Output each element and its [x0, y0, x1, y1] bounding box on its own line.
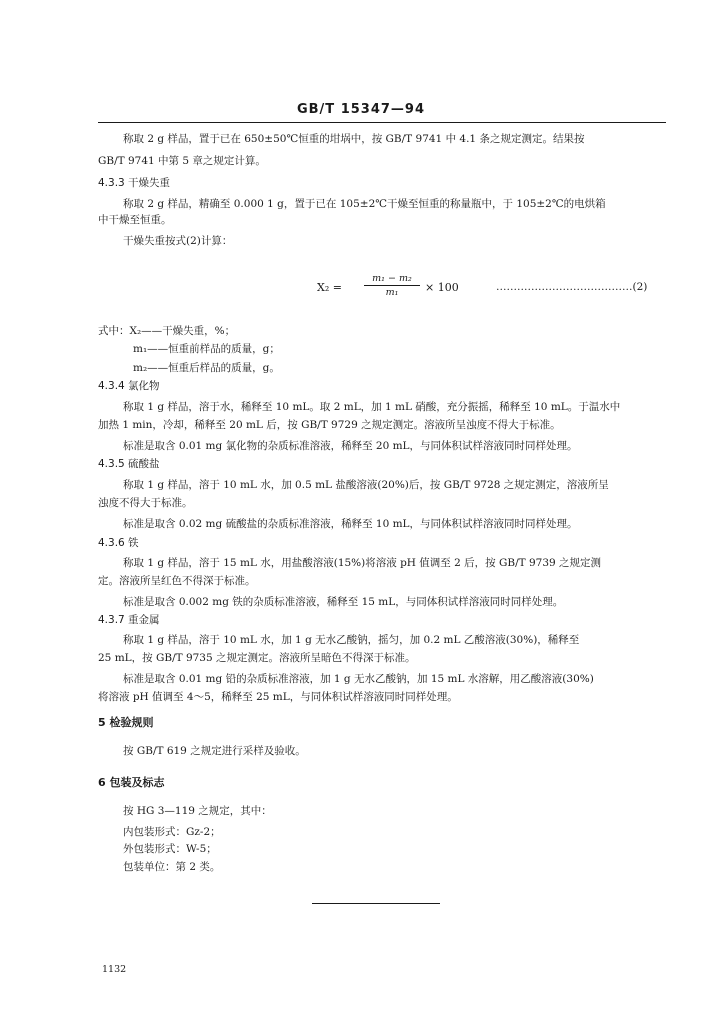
paragraph-line: 将溶液 pH 值调至 4～5，稀释至 25 mL，与同体积试样溶液同时同样处理。	[98, 691, 458, 703]
paragraph-line: 浊度不得大于标准。	[98, 497, 193, 509]
paragraph-line: 干燥失重按式(2)计算：	[123, 235, 233, 247]
subsection-heading: 4.3.3 干燥失重	[98, 177, 171, 189]
paragraph-line: 外包装形式：W-5；	[123, 843, 217, 855]
paragraph-line: 称取 1 g 样品，溶于 10 mL 水，加 1 g 无水乙酸钠，摇匀，加 0.2 mL 乙酸溶液(30%)，稀释至	[123, 634, 580, 646]
paragraph-line: GB/T 9741 中第 5 章之规定计算。	[98, 155, 266, 167]
section-heading-5: 5 检验规则	[98, 716, 154, 729]
subsection-heading: 4.3.4 氯化物	[98, 380, 160, 392]
paragraph-line: 称取 1 g 样品，溶于 15 mL 水，用盐酸溶液(15%)将溶液 pH 值调至 2 后，按 GB/T 9739 之规定测	[123, 557, 602, 569]
equation-number: …………………………………(2)	[496, 281, 648, 293]
paragraph-line: 内包装形式：Gz-2；	[123, 826, 221, 838]
section-heading-6: 6 包装及标志	[98, 776, 165, 789]
formula-denominator: m₁	[385, 287, 399, 298]
paragraph-line: 按 HG 3—119 之规定，其中：	[123, 805, 272, 817]
formula-numerator: m₁ − m₂	[372, 273, 412, 284]
header-rule	[98, 122, 666, 123]
paragraph-line: 中干燥至恒重。	[98, 214, 172, 226]
paragraph-line: 定。溶液所呈红色不得深于标准。	[98, 575, 256, 587]
formula-fraction	[364, 272, 420, 299]
definition-line: m₂——恒重后样品的质量，g。	[133, 362, 280, 374]
page-number: 1132	[102, 964, 127, 975]
definition-line: m₁——恒重前样品的质量，g；	[133, 343, 280, 355]
standard-code: GB/T 15347—94	[296, 102, 426, 117]
paragraph-line: 称取 1 g 样品，溶于水，稀释至 10 mL。取 2 mL，加 1 mL 硝酸，充分振摇，稀释至 10 mL。于温水中	[123, 401, 621, 413]
paragraph-line: 标准是取含 0.002 mg 铁的杂质标准溶液，稀释至 15 mL，与同体积试样溶液同时同样处理。	[123, 596, 564, 608]
paragraph-line: 按 GB/T 619 之规定进行采样及验收。	[123, 745, 306, 757]
paragraph-line: 称取 2 g 样品，精确至 0.000 1 g，置于已在 105±2℃干燥至恒重的称量瓶中，于 105±2℃的电烘箱	[123, 198, 606, 210]
paragraph-line: 标准是取含 0.01 mg 氯化物的杂质标准溶液，稀释至 20 mL，与同体积试样溶液同时同样处理。	[123, 440, 578, 452]
paragraph-line: 标准是取含 0.02 mg 硫酸盐的杂质标准溶液，稀释至 10 mL，与同体积试样溶液同时同样处理。	[123, 518, 578, 530]
paragraph-line: 称取 1 g 样品，溶于 10 mL 水，加 0.5 mL 盐酸溶液(20%)后，按 GB/T 9728 之规定测定，溶液所呈	[123, 479, 609, 491]
formula-lhs: X₂ =	[317, 281, 342, 294]
subsection-heading: 4.3.7 重金属	[98, 614, 160, 626]
definition-line: 式中：X₂——干燥失重，%；	[98, 325, 236, 337]
paragraph-line: 称取 2 g 样品，置于已在 650±50℃恒重的坩埚中，按 GB/T 9741 中 4.1 条之规定测定。结果按	[123, 133, 585, 145]
formula-rhs: × 100	[425, 281, 459, 294]
paragraph-line: 包装单位：第 2 类。	[123, 861, 221, 873]
paragraph-line: 加热 1 min，冷却，稀释至 20 mL 后，按 GB/T 9729 之规定测定。溶液所呈浊度不得大于标准。	[98, 419, 561, 431]
end-rule	[312, 903, 440, 904]
paragraph-line: 25 mL，按 GB/T 9735 之规定测定。溶液所呈暗色不得深于标准。	[98, 652, 416, 664]
subsection-heading: 4.3.5 硫酸盐	[98, 458, 160, 470]
paragraph-line: 标准是取含 0.01 mg 铅的杂质标准溶液，加 1 g 无水乙酸钠，加 15 mL 水溶解，用乙酸溶液(30%)	[123, 673, 594, 685]
subsection-heading: 4.3.6 铁	[98, 537, 139, 549]
